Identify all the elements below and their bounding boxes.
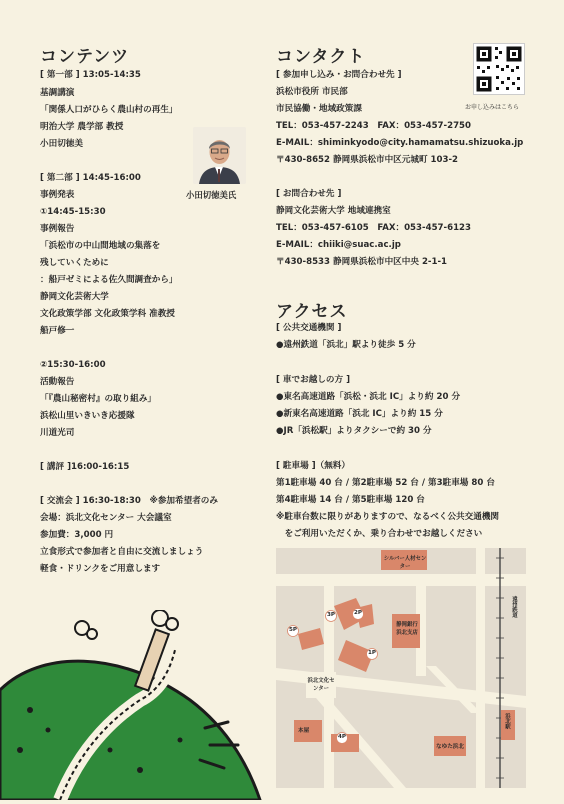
map-drawing: [276, 548, 526, 788]
contents-line: 小田切徳美: [40, 139, 83, 149]
contact-line: [ 参加申し込み・お問合わせ先 ]: [276, 70, 402, 80]
map-label-bookstore: 本屋: [298, 728, 310, 734]
contents-line: 立食形式で参加者と自由に交流しましょう: [40, 547, 204, 557]
contact-address: 〒430-8533 静岡県浜松市中区中央 2-1-1: [276, 257, 448, 267]
access-line: ●新東名高速道路「浜北 IC」より約 15 分: [276, 409, 443, 419]
qr-caption: お申し込みはこちら: [465, 104, 520, 111]
access-line: [ 駐車場 ]（無料）: [276, 461, 350, 471]
contents-line: 残していくために: [40, 258, 109, 268]
map-label-railway: 遠州鉄道: [511, 596, 517, 618]
access-line: 第1駐車場 40 台 / 第2駐車場 52 台 / 第3駐車場 80 台: [276, 478, 495, 488]
map-label-bank: 静岡銀行浜北支店: [396, 622, 418, 636]
map-label-p2: 2P: [354, 610, 362, 616]
map-label-station: 浜北駅: [504, 713, 510, 730]
map-label-silver: シルバー人材センター: [383, 556, 427, 570]
contents-line: 静岡文化芸術大学: [40, 292, 109, 302]
contents-line: 「関係人口がひらく農山村の再生」: [40, 105, 178, 115]
access-line: ※駐車台数に限りがありますので、なるべく公共交通機関: [276, 512, 500, 522]
contents-line: [ 交流会 ] 16:30-18:30 ※参加希望者のみ: [40, 496, 218, 506]
contact-email-link[interactable]: E-MAIL：chiiki@suac.ac.jp: [276, 240, 401, 250]
contents-line: 浜松山里いきいき応援隊: [40, 411, 135, 421]
contents-line: 事例報告: [40, 224, 75, 234]
contents-line: [ 講評 ]16:00-16:15: [40, 462, 130, 472]
contents-heading: コンテンツ: [40, 47, 130, 67]
contents-line: ：船戸ゼミによる佐久間調査から」: [40, 275, 178, 285]
contents-line: 川道光司: [40, 428, 75, 438]
contents-line: 「『農山秘密村』の取り組み」: [40, 394, 157, 404]
portrait-caption: 小田切徳美氏: [186, 190, 237, 200]
contact-line: 市民協働・地域政策課: [276, 104, 362, 114]
contents-line: 参加費：3,000 円: [40, 530, 114, 540]
contents-line: 明治大学 農学部 教授: [40, 122, 124, 132]
speaker-portrait: [193, 127, 246, 184]
contents-line: 活動報告: [40, 377, 75, 387]
map-label-nayuta: なゆた浜北: [436, 744, 464, 750]
access-line: [ 車でお越しの方 ]: [276, 375, 350, 385]
contact-line: 静岡文化芸術大学 地域連携室: [276, 206, 391, 216]
access-line: ●遠州鉄道「浜北」駅より徒歩 5 分: [276, 340, 416, 350]
contents-line: [ 第一部 ] 13:05-14:35: [40, 70, 141, 80]
map-label-p5: 5P: [289, 627, 297, 633]
contact-email-link[interactable]: E-MAIL：shiminkyodo@city.hamamatsu.shizuoka.jp: [276, 138, 524, 148]
map-label-p4: 4P: [338, 734, 346, 740]
contact-address: 〒430-8652 静岡県浜松市中区元城町 103-2: [276, 155, 459, 165]
access-line: ●JR「浜松駅」よりタクシーで約 30 分: [276, 426, 432, 436]
access-line: [ 公共交通機関 ]: [276, 323, 342, 333]
contents-line: 会場：浜北文化センター 大会議室: [40, 513, 172, 523]
contact-line: 浜松市役所 市民部: [276, 87, 348, 97]
access-heading: アクセス: [276, 302, 348, 322]
contact-heading: コンタクト: [276, 47, 366, 67]
map-label-center: 浜北文化センター: [307, 678, 335, 692]
contents-line: 船戸修一: [40, 326, 75, 336]
contact-line: [ お問合わせ先 ]: [276, 189, 342, 199]
access-map[interactable]: [276, 548, 526, 788]
contents-line: 軽食・ドリンクをご用意します: [40, 564, 161, 574]
contents-line: 「浜松市の中山間地域の集落を: [40, 241, 161, 251]
map-label-p3: 3P: [327, 612, 335, 618]
qr-icon: [474, 44, 524, 94]
contact-tel: TEL：053-457-6105 FAX：053-457-6123: [276, 223, 472, 233]
qr-code[interactable]: [473, 43, 525, 95]
hill-illustration-icon: [0, 610, 270, 800]
contents-line: ②15:30-16:00: [40, 360, 106, 370]
access-line: 第4駐車場 14 台 / 第5駐車場 120 台: [276, 495, 425, 505]
contents-line: 基調講演: [40, 88, 75, 98]
contents-line: ①14:45-15:30: [40, 207, 106, 217]
map-label-p1: 1P: [368, 650, 376, 656]
decorative-illustration: [0, 610, 270, 800]
access-line: ●東名高速道路「浜松・浜北 IC」より約 20 分: [276, 392, 461, 402]
contents-line: 文化政策学部 文化政策学科 准教授: [40, 309, 175, 319]
contact-tel: TEL：053-457-2243 FAX：053-457-2750: [276, 121, 472, 131]
access-line: をご利用いただくか、乗り合わせでお越しください: [276, 529, 483, 539]
contents-line: 事例発表: [40, 190, 75, 200]
portrait-image: [193, 127, 246, 184]
contents-line: [ 第二部 ] 14:45-16:00: [40, 173, 141, 183]
